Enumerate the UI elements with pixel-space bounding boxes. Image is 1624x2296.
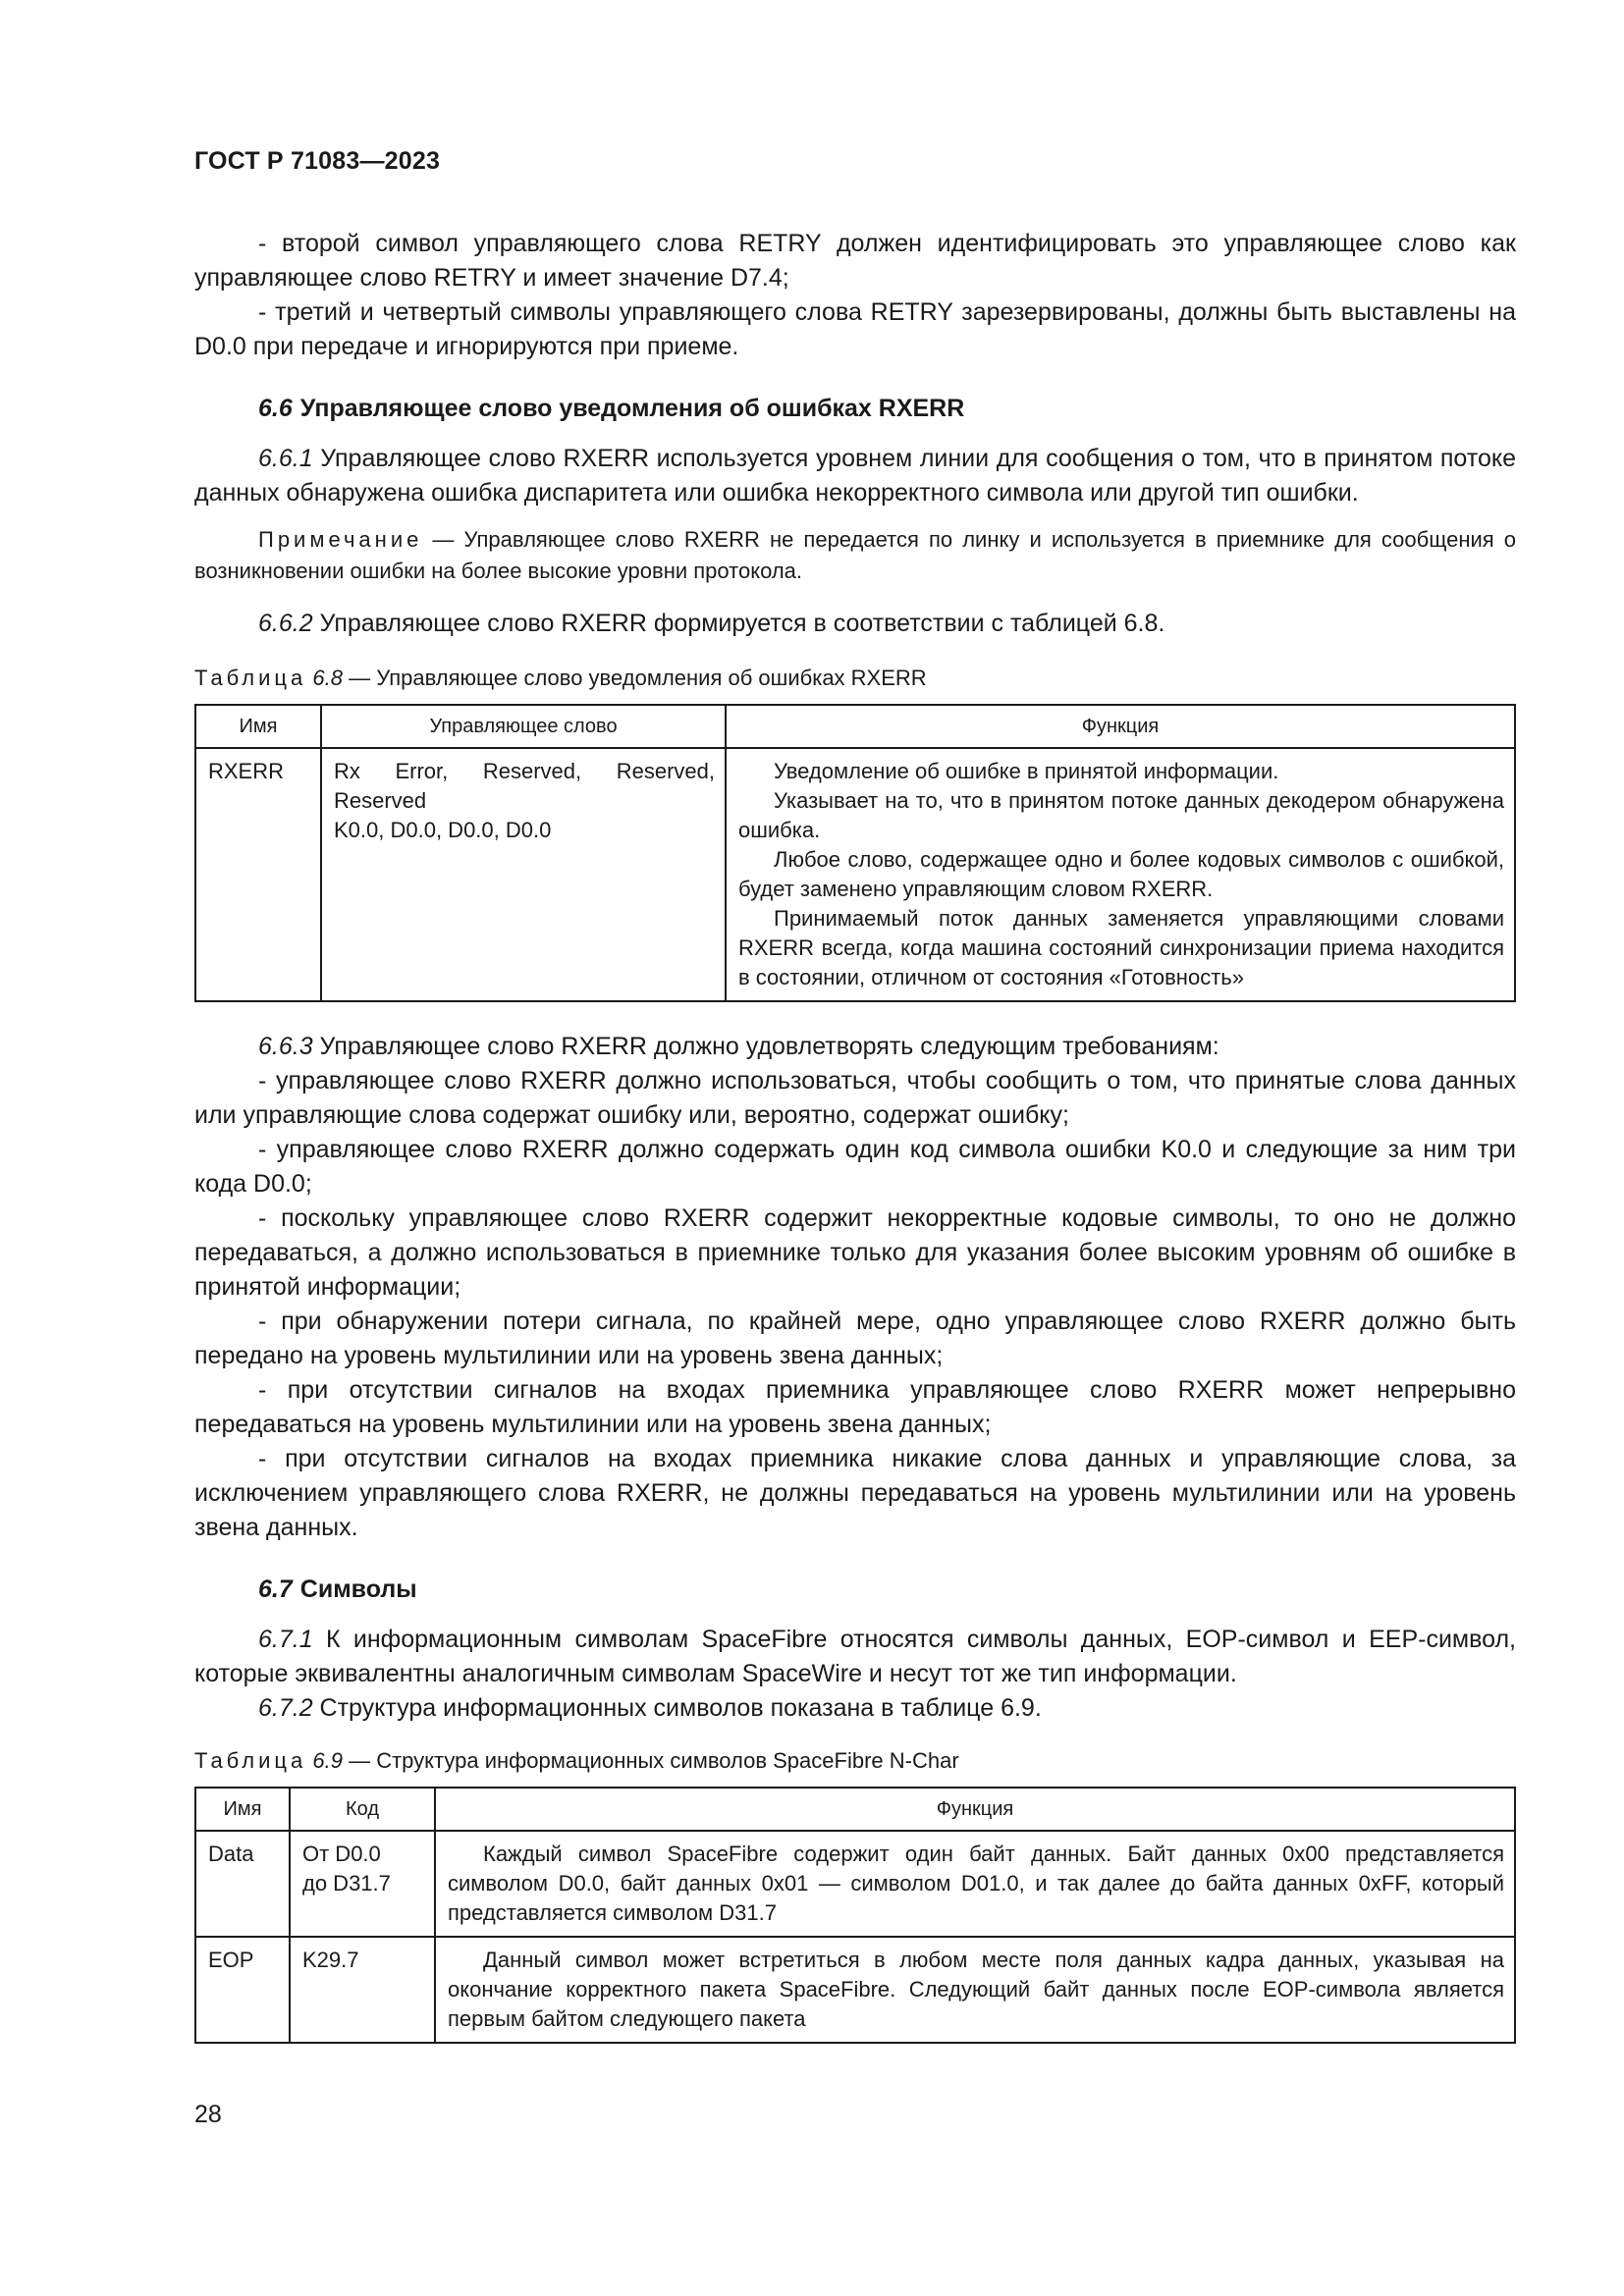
table-header-row <box>195 1788 1515 1831</box>
section-heading-6-6 <box>258 392 1516 426</box>
caption-text: — Структура информационных символов SpaceFibre N-Char <box>342 1748 959 1773</box>
paragraph-6-6-3 <box>194 1030 1516 1064</box>
caption-label: Таблица <box>194 1748 307 1773</box>
paragraph: - третий и четвертый символы управляющего слова RETRY зарезервированы, должны быть выставлены на D0.0 при передаче и игнорируются при приеме. <box>194 298 1516 360</box>
column-header: Функция <box>435 1788 1515 1831</box>
function-line: Уведомление об ошибке в принятой информации. <box>774 759 1279 783</box>
clause-text: Управляющее слово RXERR используется уровнем линии для сообщения о том, что в принятом потоке данных обнаружена ошибка диспаритета или ошибка некорректного символа или другой тип ошибки. <box>194 445 1516 507</box>
control-word-codes: K0.0, D0.0, D0.0, D0.0 <box>334 818 552 842</box>
clause-number: 6.6.1 <box>258 445 313 472</box>
column-header: Имя <box>195 705 321 748</box>
note-text: — Управляющее слово RXERR не передается по линку и используется в приемнике для сообщения о возникновении ошибки на более высокие уровни протокола. <box>194 527 1516 583</box>
cell-code <box>290 1831 435 1937</box>
table-row <box>195 1831 1515 1937</box>
table-row <box>195 748 1515 1001</box>
section-title: Управляющее слово уведомления об ошибках RXERR <box>299 395 965 422</box>
function-text: Данный символ может встретиться в любом месте поля данных кадра данных, указывая на окончание корректного пакета SpaceFibre. Следующий байт данных после EOP-символа является первым байтом следующего пакета <box>448 1948 1504 2031</box>
function-line: Принимаемый поток данных заменяется управляющими словами RXERR всегда, когда машина состояний синхронизации приема находится в состоянии, отличном от состояния «Готовность» <box>738 906 1504 989</box>
function-line: Указывает на то, что в принятом потоке данных декодером обнаружена ошибка. <box>738 788 1504 842</box>
clause-text: Управляющее слово RXERR должно удовлетворять следующим требованиям: <box>312 1033 1219 1060</box>
column-header: Управляющее слово <box>321 705 726 748</box>
table-caption-6-8 <box>194 663 1516 694</box>
list-item: - при обнаружении потери сигнала, по крайней мере, одно управляющее слово RXERR должно быть передано на уровень мультилинии или на уровень звена данных; <box>194 1308 1516 1369</box>
section-number: 6.7 <box>258 1575 293 1603</box>
table-6-9 <box>194 1787 1516 2044</box>
control-word-names: Rx Error, Reserved, Reserved, Reserved <box>334 759 715 813</box>
cell-name: Data <box>195 1831 290 1937</box>
document-page <box>194 147 1516 2044</box>
note <box>194 524 1516 587</box>
table-caption-6-9 <box>194 1745 1516 1777</box>
section-heading-6-7 <box>258 1573 1516 1607</box>
cell-function <box>435 1831 1515 1937</box>
paragraph-6-6-2 <box>194 607 1516 641</box>
clause-number: 6.6.2 <box>258 610 313 637</box>
cell-name: RXERR <box>195 748 321 1001</box>
cell-function <box>726 748 1515 1001</box>
caption-text: — Управляющее слово уведомления об ошибках RXERR <box>342 666 927 690</box>
column-header: Имя <box>195 1788 290 1831</box>
page-number: 28 <box>194 2101 222 2128</box>
table-6-8 <box>194 704 1516 1002</box>
clause-text: К информационным символам SpaceFibre относятся символы данных, EOP-символ и EEP-символ, которые эквивалентны аналогичным символам SpaceWire и несут тот же тип информации. <box>194 1626 1516 1687</box>
document-header: ГОСТ Р 71083—2023 <box>194 147 441 175</box>
cell-function <box>435 1937 1515 2043</box>
list-item: - поскольку управляющее слово RXERR содержит некорректные кодовые символы, то оно не должно передаваться, а должно использоваться в приемнике только для указания более высоким уровням об ошибке в принятой информации; <box>194 1204 1516 1301</box>
section-number: 6.6 <box>258 395 293 422</box>
code-line: От D0.0 <box>302 1842 381 1866</box>
code-line: K29.7 <box>302 1948 359 1972</box>
column-header: Функция <box>726 705 1515 748</box>
function-text: Каждый символ SpaceFibre содержит один байт данных. Байт данных 0x00 представляется символом D0.0, байт данных 0x01 — символом D01.0, и так далее до байта данных 0xFF, который представляется символом D31.7 <box>448 1842 1504 1925</box>
clause-text: Управляющее слово RXERR формируется в соответствии с таблицей 6.8. <box>312 610 1165 637</box>
list-item: - при отсутствии сигналов на входах приемника никакие слова данных и управляющие слова, за исключением управляющего слова RXERR, не должны передаваться на уровень мультилинии или на уровень звена данных. <box>194 1445 1516 1541</box>
list-item: - при отсутствии сигналов на входах приемника управляющее слово RXERR может непрерывно передаваться на уровень мультилинии или на уровень звена данных; <box>194 1376 1516 1438</box>
section-title: Символы <box>299 1575 417 1603</box>
column-header: Код <box>290 1788 435 1831</box>
cell-control-word <box>321 748 726 1001</box>
clause-number: 6.6.3 <box>258 1033 313 1060</box>
clause-number: 6.7.2 <box>258 1694 313 1722</box>
cell-name: EOP <box>195 1937 290 2043</box>
clause-number: 6.7.1 <box>258 1626 313 1653</box>
code-line: до D31.7 <box>302 1871 391 1896</box>
function-line: Любое слово, содержащее одно и более кодовых символов с ошибкой, будет заменено управляющим словом RXERR. <box>738 847 1504 901</box>
cell-code <box>290 1937 435 2043</box>
paragraph-6-7-1 <box>194 1623 1516 1691</box>
note-label: Примечание <box>258 527 423 552</box>
list-item: - управляющее слово RXERR должно содержать один код символа ошибки K0.0 и следующие за ним три кода D0.0; <box>194 1136 1516 1198</box>
table-row <box>195 1937 1515 2043</box>
paragraph-6-6-1 <box>194 442 1516 510</box>
caption-number: 6.8 <box>312 666 343 690</box>
clause-text: Структура информационных символов показана в таблице 6.9. <box>312 1694 1042 1722</box>
table-header-row <box>195 705 1515 748</box>
paragraph-6-7-2 <box>194 1691 1516 1726</box>
list-item: - управляющее слово RXERR должно использоваться, чтобы сообщить о том, что принятые слова данных или управляющие слова содержат ошибку или, вероятно, содержат ошибку; <box>194 1067 1516 1129</box>
caption-label: Таблица <box>194 666 307 690</box>
paragraph: - второй символ управляющего слова RETRY должен идентифицировать это управляющее слово как управляющее слово RETRY и имеет значение D7.4; <box>194 230 1516 292</box>
caption-number: 6.9 <box>312 1748 343 1773</box>
